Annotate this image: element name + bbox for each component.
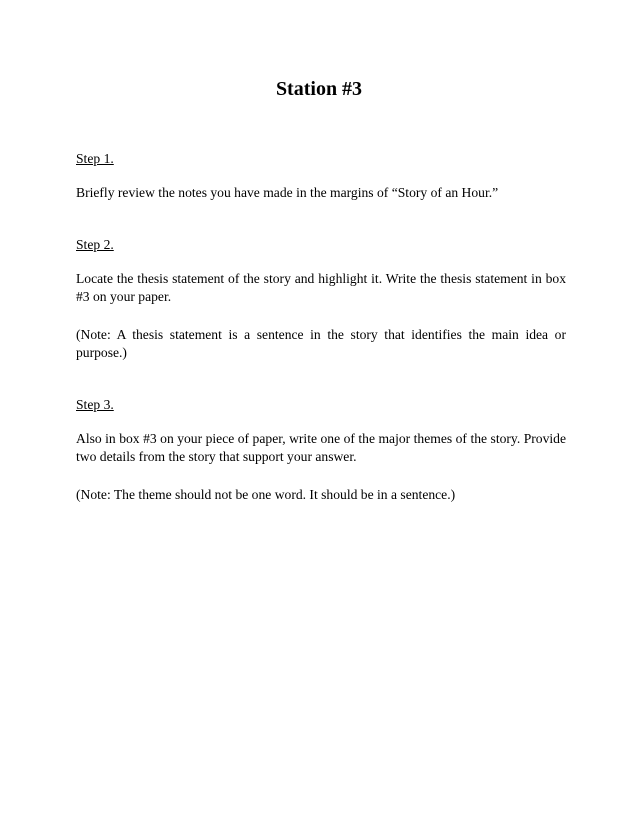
step-1-heading: Step 1. (76, 151, 114, 166)
step-3-paragraph: Also in box #3 on your piece of paper, write one of the major themes of the story. Provide two details from the story that support your answer. (76, 431, 566, 464)
step-3-section (76, 396, 566, 504)
document-body (76, 150, 566, 504)
step-2-section (76, 236, 566, 362)
step-1-section (76, 150, 566, 202)
step-3-heading: Step 3. (76, 397, 114, 412)
step-2-note: (Note: A thesis statement is a sentence in the story that identifies the main idea or purpose.) (76, 327, 566, 360)
step-1-paragraph: Briefly review the notes you have made in the margins of “Story of an Hour.” (76, 185, 499, 200)
page-title: Station #3 (275, 78, 363, 100)
step-2-paragraph: Locate the thesis statement of the story and highlight it. Write the thesis statement in box #3 on your paper. (76, 271, 566, 304)
step-2-heading: Step 2. (76, 237, 114, 252)
step-3-note: (Note: The theme should not be one word. It should be in a sentence.) (76, 487, 456, 502)
